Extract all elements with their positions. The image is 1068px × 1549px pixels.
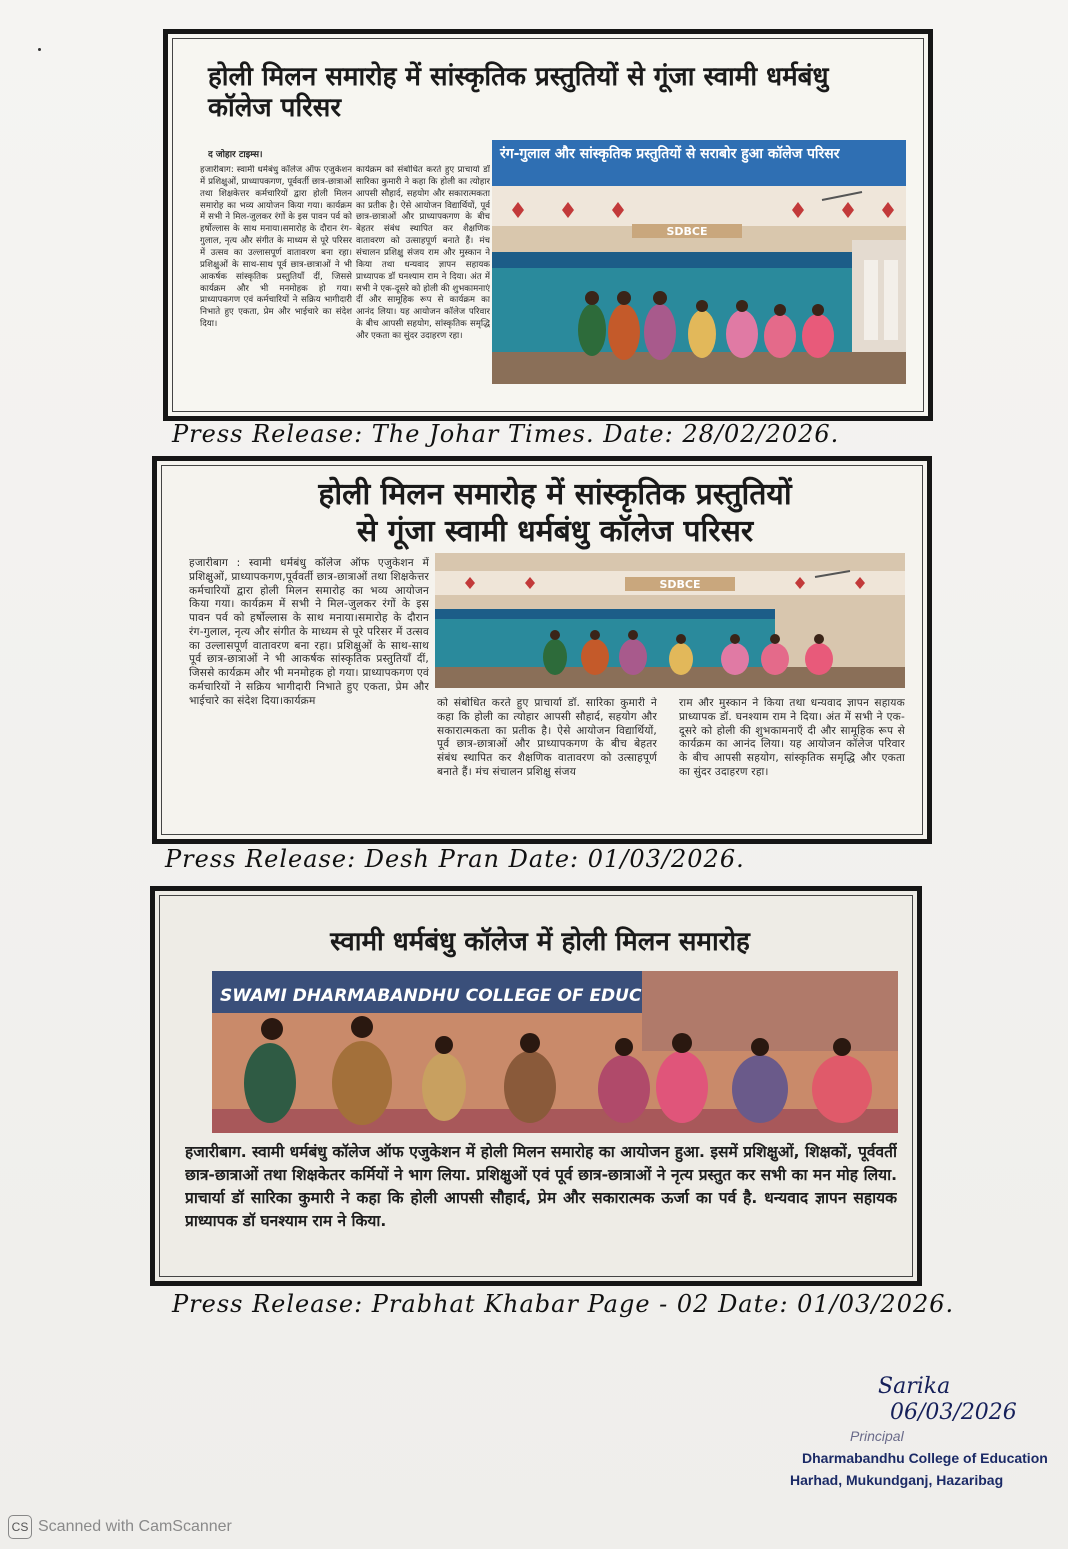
speck xyxy=(38,48,41,51)
stamp-role: Principal xyxy=(850,1428,904,1444)
stage-banner-text: SDBCE xyxy=(659,578,701,591)
photo-caption: रंग-गुलाल और सांस्कृतिक प्रस्तुतियों से सराबोर हुआ कॉलेज परिसर xyxy=(492,140,906,186)
camscanner-watermark: Scanned with CamScanner xyxy=(38,1518,232,1535)
principal-signature: Sarika xyxy=(878,1374,951,1399)
clipping-headline: होली मिलन समारोह में सांस्कृतिक प्रस्तुतियों से गूंजा स्वामी धर्मबंधु कॉलेज परिसर xyxy=(208,62,829,123)
clipping-headline-line-2: से गूंजा स्वामी धर्मबंधु कॉलेज परिसर xyxy=(356,514,754,549)
event-photo xyxy=(492,140,906,384)
article-column-1: हजारीबाग : स्वामी धर्मबंधु कॉलेज ऑफ एजुकेशन में प्रशिक्षुओं, प्राध्यापकगण,पूर्ववर्ती छात्र-छात्राओं तथा शिक्षकेत्तर कर्मचारियों द्वारा होली मिलन समारोह का भव्य आयोजन किया गया। कार्यक्रम में सभी ने मिल-जुलकर रंगों के इस पावन पर्व को हर्षोल्लास के साथ मनाया।समारोह के दौरान रंग-गुलाल, नृत्य और संगीत के माध्यम से पूरे परिसर में उत्सव का उल्लासपूर्ण वातावरण बना रहा। प्रशिक्षुओं के साथ-साथ पूर्व छात्र-छात्राओं ने भी आकर्षक सांस्कृतिक प्रस्तुतियाँ दीं, जिससे कार्यक्रम और भी मनमोहक हो गया। प्राध्यापकगण एवं कर्मचारियों ने सक्रिय भागीदारी निभाते हुए एकता, प्रेम और भाईचारे का संदेश दिया।कार्यक्रम xyxy=(189,557,429,707)
press-release-note-johar: Press Release: The Johar Times. Date: 28/02/2026. xyxy=(172,420,840,448)
stage-banner-text: SDBCE xyxy=(666,225,708,238)
article-body: हजारीबाग. स्वामी धर्मबंधु कॉलेज ऑफ एजुकेशन में होली मिलन समारोह का आयोजन हुआ. इसमें प्रशिक्षुओं, शिक्षकों, पूर्ववर्ती छात्र-छात्राओं तथा शिक्षकेतर कर्मियों ने भाग लिया. प्रशिक्षुओं एवं पूर्व छात्र-छात्राओं ने नृत्य प्रस्तुत कर सभी का मन मोह लिया. प्राचार्या डॉ सारिका कुमारी ने कहा कि होली आपसी सौहार्द, प्रेम और सकारात्मक ऊर्जा का पर्व है. धन्यवाद ज्ञापन सहायक प्राध्यापक डॉ घनश्याम राम ने किया. xyxy=(185,1143,897,1230)
clipping-headline-line-1: होली मिलन समारोह में सांस्कृतिक प्रस्तुतियों xyxy=(318,477,792,512)
event-photo xyxy=(435,553,905,688)
dance-stage-image xyxy=(435,553,905,688)
clipping-headline: स्वामी धर्मबंधु कॉलेज में होली मिलन समारोह xyxy=(330,927,750,957)
byline: द जोहार टाइम्स। xyxy=(208,150,263,160)
stamp-address: Harhad, Mukundganj, Hazaribag xyxy=(790,1472,1004,1488)
press-release-note-prabhat-khabar: Press Release: Prabhat Khabar Page - 02 Date: 01/03/2026. xyxy=(172,1290,955,1318)
clipping-johar-times xyxy=(163,29,933,421)
event-photo xyxy=(212,971,898,1133)
dance-performance-image xyxy=(212,971,898,1133)
clipping-prabhat-khabar xyxy=(150,886,922,1286)
article-column-3: राम और मुस्कान ने किया तथा धन्यवाद ज्ञापन सहायक प्राध्यापक डॉ. घनश्याम राम ने दिया। अंत में सभी ने एक-दूसरे को होली की शुभकामनाएँ दी और सामूहिक रूप से कार्यक्रम का आनंद लिया। यह आयोजन कॉलेज परिवार के बीच आपसी सहयोग, सांस्कृतिक समृद्धि और एकता का सुंदर उदाहरण रहा। xyxy=(679,697,905,778)
signature-date: 06/03/2026 xyxy=(890,1400,1017,1425)
article-column-2: कार्यक्रम को संबोधित करते हुए प्राचार्या डॉ सारिका कुमारी ने कहा कि होली का त्योहार आपसी सौहार्द, सहयोग और सकारात्मकता का प्रतीक है। ऐसे आयोजन विद्यार्थियों, पूर्व छात्र-छात्राओं और प्राध्यापकगण के बीच बेहतर संबंध स्थापित कर शैक्षणिक वातावरण को उत्साहपूर्ण बनाते हैं। मंच संचालन प्रशिक्षु संजय राम और मुस्कान ने किया तथा धन्यवाद ज्ञापन सहायक प्राध्यापक डॉ घनश्याम राम ने दिया। अंत में सभी ने एक-दूसरे को होली की शुभकामनाएं दीं और सामूहिक रूप से कार्यक्रम का आनंद लिया। यह आयोजन कॉलेज परिवार के बीच आपसी सहयोग, सांस्कृतिक समृद्धि और एकता का सुंदर उदाहरण रहा। xyxy=(356,165,490,342)
press-release-note-desh-pran: Press Release: Desh Pran Date: 01/03/2026. xyxy=(165,845,745,873)
article-column-1: हजारीबाग: स्वामी धर्मबंधु कॉलेज ऑफ एजुकेशन में प्रशिक्षुओं, प्राध्यापकगण, पूर्ववर्ती छात्र-छात्राओं तथा शिक्षकेत्तर कर्मचारियों द्वारा होली मिलन समारोह का भव्य आयोजन किया गया। कार्यक्रम में सभी ने मिल-जुलकर रंगों के इस पावन पर्व को हर्षोल्लास के साथ मनाया।समारोह के दौरान रंग-गुलाल, नृत्य और संगीत के माध्यम से पूरे परिसर में उत्सव का उल्लासपूर्ण वातावरण बना रहा। प्रशिक्षुओं के साथ-साथ पूर्व छात्र-छात्राओं ने भी आकर्षक सांस्कृतिक प्रस्तुतियाँ दीं, जिससे कार्यक्रम और भी मनमोहक हो गया। प्राध्यापकगण एवं कर्मचारियों ने सक्रिय भागीदारी निभाते हुए एकता, प्रेम और भाईचारे का संदेश दिया। xyxy=(200,165,352,330)
stamp-college: Dharmabandhu College of Education xyxy=(802,1450,1048,1466)
college-banner-text: SWAMI DHARMABANDHU COLLEGE OF EDUC xyxy=(220,986,642,1006)
camscanner-logo-icon: CS xyxy=(8,1515,32,1539)
clipping-desh-pran xyxy=(152,456,932,844)
article-column-2: को संबोधित करते हुए प्राचार्या डॉ. सारिका कुमारी ने कहा कि होली का त्योहार आपसी सौहार्द, सहयोग और सकारात्मकता का प्रतीक है। ऐसे आयोजन विद्यार्थियों, पूर्व छात्र-छात्राओं और प्राध्यापकगण के बीच बेहतर संबंध स्थापित कर शैक्षणिक वातावरण को उत्साहपूर्ण बनाते हैं। मंच संचालन प्रशिक्षु संजय xyxy=(437,697,657,778)
